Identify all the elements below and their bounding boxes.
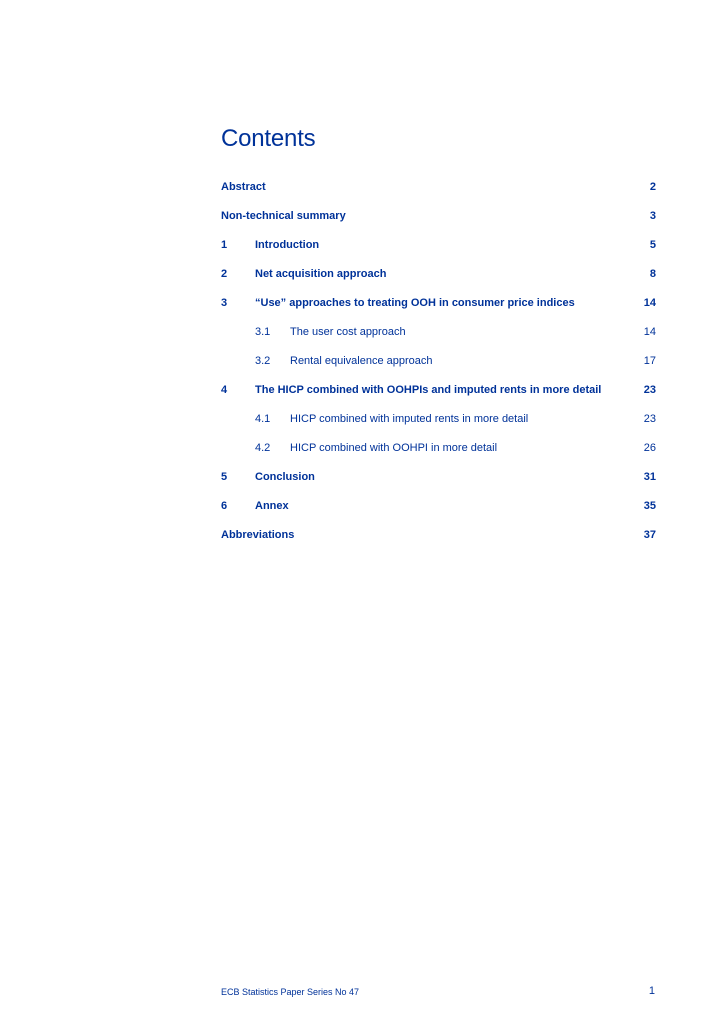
toc-entry-abstract[interactable]: [221, 180, 656, 194]
toc-entry-number: 3: [221, 297, 228, 309]
footer-series-title: ECB Statistics Paper Series No 47: [221, 987, 360, 997]
toc-entry-hicp-imputed-rents[interactable]: [221, 412, 656, 426]
toc-entry-net-acquisition-approach[interactable]: [221, 267, 656, 281]
toc-entry-page: 8: [649, 268, 656, 280]
toc-entry-non-technical-summary[interactable]: [221, 209, 656, 223]
toc-entry-number: 4: [221, 384, 228, 396]
toc-entry-hicp-oohpi[interactable]: [221, 441, 656, 455]
footer-page-number: 1: [648, 985, 655, 997]
toc-entry-page: 5: [649, 239, 656, 251]
toc-entry-number: 2: [221, 268, 228, 280]
toc-entry-number: 1: [221, 239, 228, 251]
toc-entry-page: 23: [643, 384, 656, 396]
toc-entry-page: 26: [643, 442, 656, 454]
toc-entry-label: Annex: [255, 500, 289, 512]
toc-entry-page: 14: [643, 326, 656, 338]
toc-entry-label: The user cost approach: [290, 326, 406, 338]
toc-entry-page: 37: [643, 529, 656, 541]
page-title: Contents: [221, 125, 316, 152]
toc-entry-number: 3.1: [255, 326, 271, 338]
toc-entry-number: 4.2: [255, 442, 271, 454]
toc-entry-label: The HICP combined with OOHPIs and imputed rents in more detail: [255, 384, 602, 396]
toc-entry-page: 31: [643, 471, 656, 483]
toc-entry-label: HICP combined with OOHPI in more detail: [290, 442, 498, 454]
toc-entry-label: Introduction: [255, 239, 320, 251]
toc-entry-hicp-combined[interactable]: [221, 383, 656, 397]
toc-entry-label: Rental equivalence approach: [290, 355, 433, 367]
toc-entry-page: 23: [643, 413, 656, 425]
toc-entry-label: Abstract: [221, 181, 266, 193]
toc-entry-introduction[interactable]: [221, 238, 656, 252]
toc-entry-annex[interactable]: [221, 499, 656, 513]
toc-entry-number: 5: [221, 471, 228, 483]
toc-entry-number: 6: [221, 500, 228, 512]
toc-entry-label: “Use” approaches to treating OOH in consumer price indices: [255, 297, 575, 309]
toc-entry-label: Non-technical summary: [221, 210, 346, 222]
toc-entry-page: 2: [649, 181, 656, 193]
toc-entry-page: 35: [643, 500, 656, 512]
toc-entry-label: HICP combined with imputed rents in more detail: [290, 413, 529, 425]
toc-entry-abbreviations[interactable]: [221, 528, 656, 542]
toc-entry-user-cost-approach[interactable]: [221, 325, 656, 339]
toc-entry-rental-equivalence-approach[interactable]: [221, 354, 656, 368]
toc-entry-page: 3: [649, 210, 656, 222]
toc-entry-number: 3.2: [255, 355, 271, 367]
toc-entry-conclusion[interactable]: [221, 470, 656, 484]
toc-entry-label: Conclusion: [255, 471, 315, 483]
toc-entry-page: 14: [643, 297, 656, 309]
toc-entry-page: 17: [643, 355, 656, 367]
toc-entry-use-approaches[interactable]: [221, 296, 656, 310]
toc-entry-label: Net acquisition approach: [255, 268, 387, 280]
toc-entry-label: Abbreviations: [221, 529, 295, 541]
toc-entry-number: 4.1: [255, 413, 271, 425]
